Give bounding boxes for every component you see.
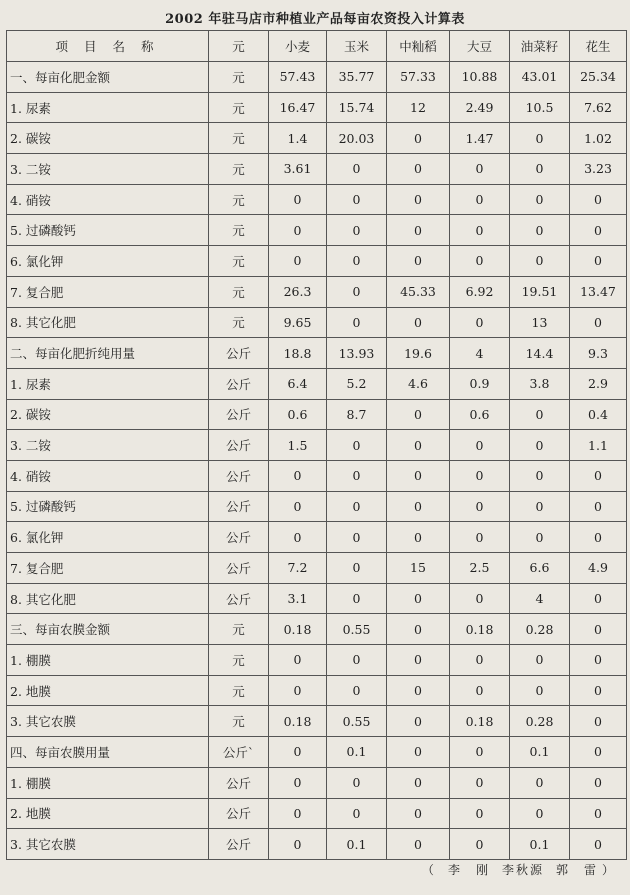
row-value: 0.55 xyxy=(327,706,387,737)
row-value: 4 xyxy=(510,583,570,614)
row-item-name: 8. 其它化肥 xyxy=(7,583,209,614)
row-value: 0 xyxy=(327,553,387,584)
row-value: 1.5 xyxy=(269,430,327,461)
row-value: 0 xyxy=(327,430,387,461)
row-unit: 元 xyxy=(209,92,269,123)
row-value: 1.02 xyxy=(570,123,627,154)
table-row xyxy=(7,368,627,399)
author-name: 李 刚 xyxy=(447,863,490,877)
row-value: 0.6 xyxy=(269,399,327,430)
row-unit: 公斤 xyxy=(209,522,269,553)
row-value: 0 xyxy=(327,522,387,553)
row-value: 0 xyxy=(450,154,510,185)
data-table xyxy=(6,30,627,860)
table-row xyxy=(7,338,627,369)
row-value: 0 xyxy=(570,737,627,768)
row-value: 0 xyxy=(510,399,570,430)
row-value: 0 xyxy=(450,737,510,768)
row-value: 0 xyxy=(327,215,387,246)
row-value: 3.23 xyxy=(570,154,627,185)
row-value: 0 xyxy=(327,645,387,676)
row-item-name: 1. 尿素 xyxy=(7,92,209,123)
row-value: 0 xyxy=(327,184,387,215)
row-value: 26.3 xyxy=(269,276,327,307)
row-unit: 公斤 xyxy=(209,430,269,461)
row-unit: 元 xyxy=(209,307,269,338)
row-value: 0 xyxy=(327,491,387,522)
row-value: 0 xyxy=(327,307,387,338)
row-value: 0 xyxy=(269,491,327,522)
row-value: 0 xyxy=(510,522,570,553)
row-item-name: 四、每亩农膜用量 xyxy=(7,737,209,768)
row-value: 0 xyxy=(387,767,450,798)
row-value: 0 xyxy=(570,215,627,246)
table-row xyxy=(7,798,627,829)
row-value: 0 xyxy=(510,675,570,706)
row-value: 6.92 xyxy=(450,276,510,307)
row-value: 2.9 xyxy=(570,368,627,399)
row-value: 0 xyxy=(387,583,450,614)
row-value: 7.62 xyxy=(570,92,627,123)
row-value: 0 xyxy=(510,491,570,522)
table-row xyxy=(7,675,627,706)
row-item-name: 1. 尿素 xyxy=(7,368,209,399)
row-value: 0 xyxy=(269,460,327,491)
row-unit: 公斤 xyxy=(209,553,269,584)
table-row xyxy=(7,553,627,584)
row-value: 6.6 xyxy=(510,553,570,584)
row-value: 0.28 xyxy=(510,706,570,737)
row-value: 0 xyxy=(570,522,627,553)
row-value: 0.55 xyxy=(327,614,387,645)
row-item-name: 7. 复合肥 xyxy=(7,553,209,584)
row-value: 0 xyxy=(570,460,627,491)
row-item-name: 3. 其它农膜 xyxy=(7,829,209,860)
row-value: 0 xyxy=(570,645,627,676)
row-value: 0 xyxy=(510,645,570,676)
table-row xyxy=(7,399,627,430)
table-row xyxy=(7,430,627,461)
row-value: 0 xyxy=(327,276,387,307)
row-value: 0 xyxy=(387,491,450,522)
row-value: 0 xyxy=(327,798,387,829)
row-item-name: 2. 地膜 xyxy=(7,798,209,829)
row-value: 0 xyxy=(510,767,570,798)
row-item-name: 6. 氯化钾 xyxy=(7,246,209,277)
row-value: 43.01 xyxy=(510,62,570,93)
row-value: 0 xyxy=(387,645,450,676)
row-unit: 公斤` xyxy=(209,737,269,768)
table-row xyxy=(7,307,627,338)
row-value: 25.34 xyxy=(570,62,627,93)
row-value: 0 xyxy=(269,215,327,246)
row-value: 3.1 xyxy=(269,583,327,614)
row-value: 0.18 xyxy=(269,706,327,737)
row-value: 0 xyxy=(450,307,510,338)
table-row xyxy=(7,645,627,676)
header-crop-rice: 中籼稻 xyxy=(387,31,450,62)
row-value: 0 xyxy=(269,767,327,798)
row-value: 2.5 xyxy=(450,553,510,584)
row-value: 0 xyxy=(450,767,510,798)
row-value: 0 xyxy=(450,215,510,246)
row-value: 0 xyxy=(450,829,510,860)
table-row xyxy=(7,215,627,246)
table-body xyxy=(7,62,627,860)
row-unit: 公斤 xyxy=(209,767,269,798)
row-item-name: 4. 硝铵 xyxy=(7,184,209,215)
row-item-name: 二、每亩化肥折纯用量 xyxy=(7,338,209,369)
row-value: 0 xyxy=(269,645,327,676)
table-row xyxy=(7,522,627,553)
row-unit: 公斤 xyxy=(209,460,269,491)
row-item-name: 3. 其它农膜 xyxy=(7,706,209,737)
row-value: 0 xyxy=(510,123,570,154)
table-row xyxy=(7,92,627,123)
row-value: 0 xyxy=(510,184,570,215)
row-unit: 元 xyxy=(209,215,269,246)
header-crop-peanut: 花生 xyxy=(570,31,627,62)
header-unit: 元 xyxy=(209,31,269,62)
row-value: 20.03 xyxy=(327,123,387,154)
row-value: 13.93 xyxy=(327,338,387,369)
table-row xyxy=(7,154,627,185)
row-value: 0 xyxy=(570,614,627,645)
row-value: 0 xyxy=(387,154,450,185)
row-unit: 公斤 xyxy=(209,829,269,860)
row-value: 0 xyxy=(269,184,327,215)
row-value: 0 xyxy=(450,184,510,215)
row-value: 0 xyxy=(387,706,450,737)
row-value: 1.47 xyxy=(450,123,510,154)
row-value: 0 xyxy=(269,737,327,768)
row-value: 3.8 xyxy=(510,368,570,399)
row-value: 0 xyxy=(387,123,450,154)
row-value: 0 xyxy=(269,522,327,553)
row-value: 0 xyxy=(387,829,450,860)
row-value: 14.4 xyxy=(510,338,570,369)
row-value: 0 xyxy=(387,798,450,829)
table-row xyxy=(7,614,627,645)
row-value: 0 xyxy=(387,399,450,430)
row-value: 0 xyxy=(269,675,327,706)
row-item-name: 一、每亩化肥金额 xyxy=(7,62,209,93)
row-value: 15 xyxy=(387,553,450,584)
author-credits xyxy=(422,861,616,878)
header-row xyxy=(7,31,627,62)
row-unit: 公斤 xyxy=(209,798,269,829)
row-value: 2.49 xyxy=(450,92,510,123)
header-crop-corn: 玉米 xyxy=(327,31,387,62)
row-value: 0 xyxy=(269,246,327,277)
row-value: 19.6 xyxy=(387,338,450,369)
row-value: 1.4 xyxy=(269,123,327,154)
row-value: 0 xyxy=(327,154,387,185)
row-item-name: 1. 棚膜 xyxy=(7,645,209,676)
row-value: 0 xyxy=(450,430,510,461)
row-value: 0 xyxy=(570,583,627,614)
row-value: 0 xyxy=(387,460,450,491)
row-value: 0 xyxy=(387,522,450,553)
table-row xyxy=(7,62,627,93)
row-value: 0.6 xyxy=(450,399,510,430)
row-value: 0 xyxy=(570,706,627,737)
row-item-name: 2. 碳铵 xyxy=(7,399,209,430)
header-crop-rapeseed: 油菜籽 xyxy=(510,31,570,62)
row-value: 35.77 xyxy=(327,62,387,93)
row-value: 18.8 xyxy=(269,338,327,369)
row-item-name: 8. 其它化肥 xyxy=(7,307,209,338)
row-value: 0 xyxy=(327,767,387,798)
row-value: 0 xyxy=(570,767,627,798)
table-row xyxy=(7,491,627,522)
row-value: 0.1 xyxy=(327,829,387,860)
row-unit: 元 xyxy=(209,62,269,93)
row-value: 9.3 xyxy=(570,338,627,369)
credit-open-paren: （ xyxy=(421,863,436,877)
row-item-name: 5. 过磷酸钙 xyxy=(7,491,209,522)
row-value: 0.18 xyxy=(269,614,327,645)
table-row xyxy=(7,246,627,277)
row-value: 10.5 xyxy=(510,92,570,123)
row-value: 0.1 xyxy=(510,829,570,860)
row-value: 19.51 xyxy=(510,276,570,307)
row-value: 0 xyxy=(450,522,510,553)
row-value: 15.74 xyxy=(327,92,387,123)
row-item-name: 2. 碳铵 xyxy=(7,123,209,154)
row-value: 0 xyxy=(450,460,510,491)
row-value: 13.47 xyxy=(570,276,627,307)
row-value: 4.9 xyxy=(570,553,627,584)
row-value: 13 xyxy=(510,307,570,338)
row-value: 0 xyxy=(570,491,627,522)
row-unit: 公斤 xyxy=(209,491,269,522)
row-value: 0 xyxy=(327,675,387,706)
row-value: 0 xyxy=(450,246,510,277)
row-item-name: 1. 棚膜 xyxy=(7,767,209,798)
row-unit: 元 xyxy=(209,645,269,676)
table-row xyxy=(7,123,627,154)
row-value: 0.28 xyxy=(510,614,570,645)
row-value: 3.61 xyxy=(269,154,327,185)
row-item-name: 2. 地膜 xyxy=(7,675,209,706)
row-value: 6.4 xyxy=(269,368,327,399)
author-name: 李秋源 xyxy=(501,863,544,877)
row-unit: 元 xyxy=(209,154,269,185)
row-value: 0 xyxy=(510,798,570,829)
row-value: 0 xyxy=(327,583,387,614)
table-title: 2002 年驻马店市种植业产品每亩农资投入计算表 xyxy=(165,12,465,27)
table-row xyxy=(7,706,627,737)
row-value: 12 xyxy=(387,92,450,123)
row-value: 0.9 xyxy=(450,368,510,399)
row-value: 0 xyxy=(387,184,450,215)
table-row xyxy=(7,829,627,860)
row-value: 0 xyxy=(510,460,570,491)
row-value: 0 xyxy=(570,675,627,706)
row-value: 8.7 xyxy=(327,399,387,430)
header-crop-wheat: 小麦 xyxy=(269,31,327,62)
author-name: 郭 雷 xyxy=(555,863,598,877)
row-unit: 公斤 xyxy=(209,338,269,369)
row-value: 0.1 xyxy=(510,737,570,768)
row-value: 0 xyxy=(510,215,570,246)
row-value: 0 xyxy=(450,675,510,706)
row-value: 0 xyxy=(450,491,510,522)
row-value: 0 xyxy=(387,614,450,645)
table-row xyxy=(7,767,627,798)
row-item-name: 3. 二铵 xyxy=(7,430,209,461)
table-row xyxy=(7,184,627,215)
row-value: 0.18 xyxy=(450,706,510,737)
row-unit: 元 xyxy=(209,246,269,277)
row-value: 0 xyxy=(450,583,510,614)
row-unit: 元 xyxy=(209,614,269,645)
row-value: 0 xyxy=(570,246,627,277)
row-value: 0 xyxy=(269,829,327,860)
row-value: 0 xyxy=(387,215,450,246)
row-unit: 元 xyxy=(209,675,269,706)
row-value: 9.65 xyxy=(269,307,327,338)
row-value: 0 xyxy=(450,798,510,829)
row-value: 0 xyxy=(387,430,450,461)
table-row xyxy=(7,583,627,614)
row-item-name: 7. 复合肥 xyxy=(7,276,209,307)
row-value: 0 xyxy=(269,798,327,829)
row-value: 0 xyxy=(327,246,387,277)
row-value: 57.43 xyxy=(269,62,327,93)
row-value: 0 xyxy=(570,798,627,829)
row-value: 4.6 xyxy=(387,368,450,399)
row-unit: 元 xyxy=(209,276,269,307)
row-value: 0 xyxy=(387,737,450,768)
row-item-name: 3. 二铵 xyxy=(7,154,209,185)
table-row xyxy=(7,460,627,491)
credit-close-paren: ） xyxy=(601,863,616,877)
row-value: 10.88 xyxy=(450,62,510,93)
row-unit: 元 xyxy=(209,184,269,215)
header-crop-soybean: 大豆 xyxy=(450,31,510,62)
row-value: 0 xyxy=(510,430,570,461)
row-unit: 公斤 xyxy=(209,583,269,614)
row-value: 0.4 xyxy=(570,399,627,430)
row-value: 0 xyxy=(387,246,450,277)
row-value: 4 xyxy=(450,338,510,369)
row-value: 0 xyxy=(510,154,570,185)
row-unit: 元 xyxy=(209,123,269,154)
row-value: 5.2 xyxy=(327,368,387,399)
row-value: 0 xyxy=(450,645,510,676)
row-value: 57.33 xyxy=(387,62,450,93)
row-value: 0 xyxy=(327,460,387,491)
row-unit: 元 xyxy=(209,706,269,737)
row-value: 7.2 xyxy=(269,553,327,584)
row-value: 0 xyxy=(387,307,450,338)
row-item-name: 4. 硝铵 xyxy=(7,460,209,491)
row-item-name: 5. 过磷酸钙 xyxy=(7,215,209,246)
row-value: 0.18 xyxy=(450,614,510,645)
row-item-name: 三、每亩农膜金额 xyxy=(7,614,209,645)
row-value: 0 xyxy=(570,307,627,338)
header-item-name: 项 目 名 称 xyxy=(7,31,209,62)
row-value: 0 xyxy=(510,246,570,277)
row-value: 0 xyxy=(570,184,627,215)
row-value: 16.47 xyxy=(269,92,327,123)
row-value: 0 xyxy=(387,675,450,706)
row-unit: 公斤 xyxy=(209,399,269,430)
row-value: 0.1 xyxy=(327,737,387,768)
table-row xyxy=(7,737,627,768)
row-value: 1.1 xyxy=(570,430,627,461)
row-value: 45.33 xyxy=(387,276,450,307)
row-value: 0 xyxy=(570,829,627,860)
row-item-name: 6. 氯化钾 xyxy=(7,522,209,553)
table-row xyxy=(7,276,627,307)
row-unit: 公斤 xyxy=(209,368,269,399)
